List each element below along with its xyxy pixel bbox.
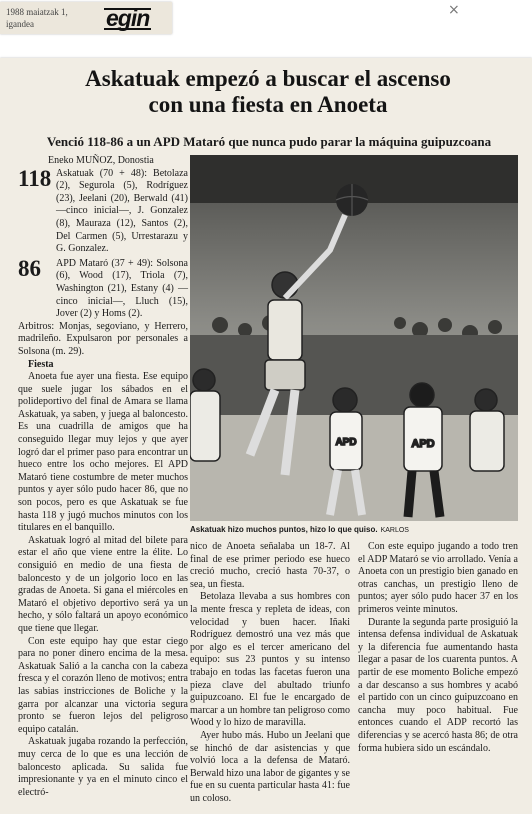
- referees: Arbitros: Monjas, segoviano, y Herrero, madrileño. Expulsaron por personales a Solsona (m. 29).: [18, 320, 188, 357]
- headline: [18, 66, 518, 118]
- caption-text: Askatuak hizo muchos puntos, hizo lo que quiso.: [190, 525, 378, 534]
- away-lineup: APD Mataró (37 + 49): Solsona (6), Wood (17), Triola (7), Washington (21), Estany (4) —cinco inicial—, Lluch (15), Jover (2) y Homs (2).: [56, 257, 188, 320]
- basketball-photo-illustration: [190, 155, 518, 521]
- article-clipping: [0, 58, 532, 814]
- game-photo: [190, 155, 518, 521]
- article-column-2: [190, 541, 350, 805]
- col3-paragraph: Con este equipo jugando a todo tren el ADP Mataró se vio arrollado. Venía a Anoeta con un prestigio bien ganado en otras canchas, un prestigio lleno de puntos; ayer sólo pudo hacer 37 en los primeros veinte minutos.: [358, 541, 518, 615]
- weekday-line: igandea: [6, 19, 34, 29]
- col2-paragraph: Ayer hubo más. Hubo un Jeelani que se hinchó de dar asistencias y que volvió loca a la defensa de Mataró. Berwald hizo una labor de gigantes y se fue en su cuenta particular hasta 41: fue un coloso.: [190, 729, 350, 804]
- newspaper-tag: [0, 2, 172, 34]
- headline-line-2: con una fiesta en Anoeta: [148, 92, 388, 117]
- section-title: Fiesta: [28, 358, 54, 370]
- newspaper-logo: egin: [106, 5, 150, 31]
- jersey-label: APD: [335, 437, 357, 448]
- subheadline: Venció 118-86 a un APD Mataró que nunca pudo parar la máquina guipuzcoana: [46, 134, 492, 149]
- col2-paragraph: Betolaza llevaba a sus hombres con la mente fresca y repleta de ideas, con velocidad y buen hacer. Iñaki Rodríguez demostró una vez más que por algo es el tercer americano del equipo: sus 23 puntos y su intenso trabajo en todas las facetas fueron una pieza clave del abultado triunfo guipuzcoano. El fue le encargado de marcar a un hombre tan peligroso como Wood y lo hizo de maravilla.: [190, 591, 350, 729]
- headline-line-1: Askatuak empezó a buscar el ascenso: [85, 66, 451, 91]
- away-score: 86: [18, 255, 41, 281]
- scoreboard-column: [18, 155, 188, 799]
- handwritten-mark: ×: [448, 2, 460, 18]
- col1-paragraph: Con este equipo hay que estar ciego para no poner dinero encima de la mesa. Askatuak Salió a la cancha con la cabeza fresca y el corazón lleno de motivos; entra las sabias instricciones de Boliche y la garra por alcanzar una victoria segura pronto se fueron lejos del peligroso equipo catalán.: [18, 635, 188, 735]
- home-score-block: [18, 165, 188, 256]
- home-score: 118: [18, 165, 52, 191]
- byline: Eneko MUÑOZ, Donostia: [48, 155, 154, 166]
- home-lineup: Askatuak (70 + 48): Betolaza (2), Segurola (5), Rodríguez (23), Jeelani (20), Berwald (41) —cinco inicial—, J. Gonzalez (8), Mauraza (12), Santos (2), Del Carmen (5), Urrestarazu y G. Gonzalez.: [56, 167, 188, 255]
- article-column-3: [358, 541, 518, 755]
- publication-date: [6, 6, 68, 30]
- photo-caption: [190, 525, 518, 534]
- col1-paragraph: Askatuak jugaba rozando la perfección, muy cerca de lo que es una lección de baloncesto aplicada. Su salida fue impresionante y ya en el minuto cinco el electró-: [18, 736, 188, 798]
- col2-paragraph: nico de Anoeta señalaba un 18-7. Al final de ese primer periodo ese hueco creció mucho, creció hasta 70-37, o sea, un fiesta.: [190, 541, 350, 590]
- away-score-block: [18, 255, 188, 321]
- col1-paragraph: Askatuak logró al mitad del bilete para estar el año que viene entre la élite. Lo consiguió en medio de una fiesta de baloncesto y de un jolgorio loco en las gradas de Anoeta. Si gana el miércoles en Mataró el objetivo deportivo será ya un hecho, y sólo faltará un apoyo económico que tiene que llegar.: [18, 534, 188, 634]
- date-line: 1988 maiatzak 1,: [6, 7, 68, 17]
- col1-paragraph: Anoeta fue ayer una fiesta. Ese equipo que suele jugar los sábados en el polideportivo del final de Amara se llama Askatuak, ya saben, y juega al baloncesto. Es una cuadrilla de amigos que ha conseguido llegar muy lejos y que ayer logró dar el primer paso para encontrar un hueco entre los ocho mejores. El APD Mataró tiene costumbre de meter muchos puntos y ayer sólo pudo hacer 86, que no son pocos, pero es que Askatuak se fue hasta 118 y jugó muchos minutos con los titulares en el banquillo.: [18, 371, 188, 534]
- jersey-label: APD: [411, 438, 435, 450]
- photo-credit: KARLOS: [380, 527, 409, 534]
- col3-paragraph: Durante la segunda parte prosiguió la intensa defensa individual de Askatuak y la diferencia fue aumentando hasta llegar a pasar de los cuarenta puntos. A partir de ese momento Boliche empezó a dar descanso a sus hombres y acabó el partido con un cinco guipuzcoano en cancha muy poco habitual. Fue entonces cuando el ADP recortó las diferencias y se acercó hasta 86; de otra forma hubiera sido un escándalo.: [358, 616, 518, 754]
